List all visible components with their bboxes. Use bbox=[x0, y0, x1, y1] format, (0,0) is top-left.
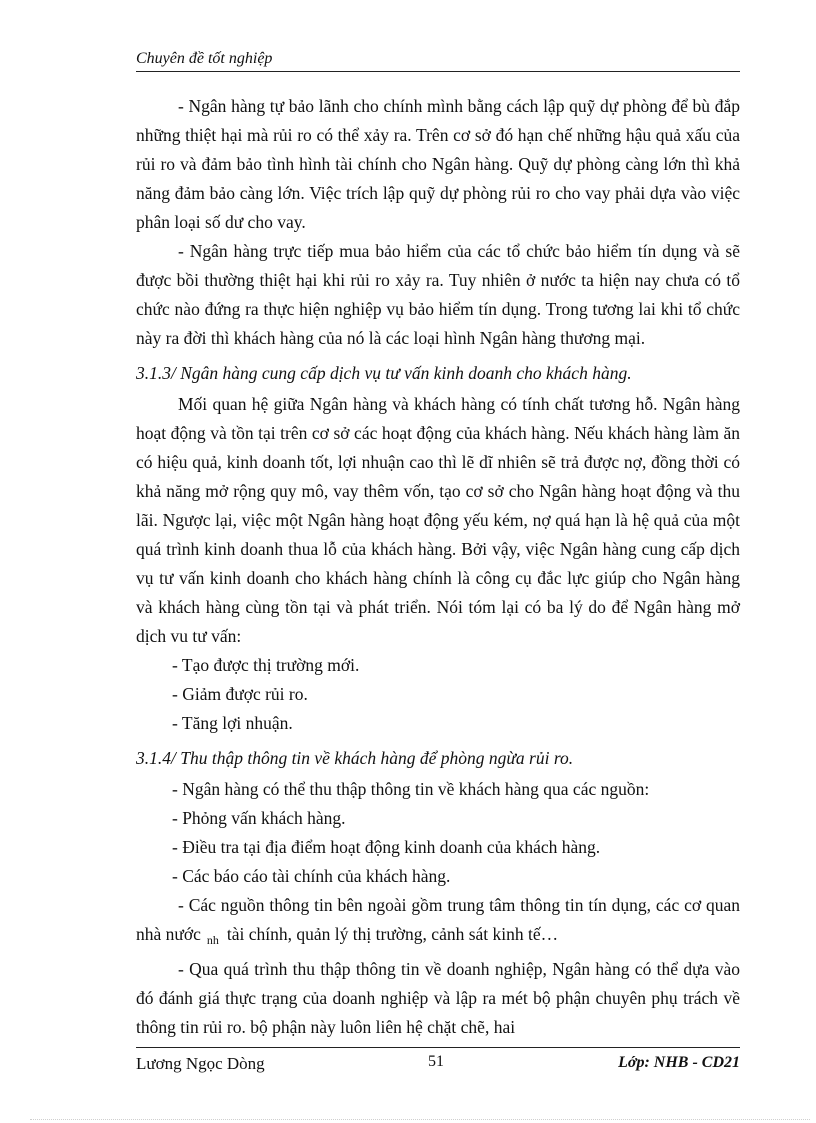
paragraph-credit-insurance: - Ngân hàng trực tiếp mua bảo hiểm của các tổ chức bảo hiểm tín dụng và sẽ được bồi thường thiệt hại khi rủi ro xảy ra. Tuy nhiên ở nước ta hiện nay chưa có tổ chức nào đứng ra thực hiện nghiệp vụ bảo hiểm tín dụng. Trong tương lai khi tổ chức này ra đời thì khách hàng của nó là các loại hình Ngân hàng thương mại. bbox=[136, 241, 740, 348]
page-footer bbox=[136, 1047, 740, 1076]
header-title: Chuyên đề tốt nghiệp bbox=[136, 50, 273, 67]
section-heading-3-1-4: 3.1.4/ Thu thập thông tin về khách hàng để phòng ngừa rủi ro. bbox=[136, 748, 574, 768]
list-item-site-survey: - Điều tra tại địa điểm hoạt động kinh doanh của khách hàng. bbox=[172, 837, 601, 857]
page-body bbox=[136, 92, 740, 1042]
footer-author: Lương Ngọc Dòng bbox=[136, 1054, 265, 1073]
list-item-new-market: - Tạo được thị trường mới. bbox=[172, 655, 360, 675]
list-item-interview: - Phỏng vấn khách hàng. bbox=[172, 808, 346, 828]
page-number: 51 bbox=[428, 1053, 444, 1070]
list-item-reduce-risk: - Giảm được rủi ro. bbox=[172, 684, 308, 704]
external-sources-text-a: - Các nguồn thông tin bên ngoài gồm trung tâm thông tin tín dụng, các cơ quan nhà nước bbox=[136, 895, 740, 944]
footer-class: Lớp: NHB - CD21 bbox=[618, 1054, 740, 1071]
list-item-info-sources: - Ngân hàng có thể thu thập thông tin về khách hàng qua các nguồn: bbox=[172, 779, 650, 799]
list-item-financial-reports: - Các báo cáo tài chính của khách hàng. bbox=[172, 866, 451, 886]
page-bottom-dotted-divider bbox=[30, 1119, 810, 1120]
paragraph-guarantee-fund: - Ngân hàng tự bảo lãnh cho chính mình bằng cách lập quỹ dự phòng để bù đắp những thiệt hại mà rủi ro có thể xảy ra. Trên cơ sở đó hạn chế những hậu quả xấu của rủi ro và đảm bảo tình hình tài chính cho Ngân hàng. Quỹ dự phòng càng lớn thì khả năng đảm bảo càng lớn. Việc trích lập quỹ dự phòng rủi ro cho vay phải dựa vào việc phân loại số dư cho vay. bbox=[136, 96, 740, 232]
page-header bbox=[136, 48, 740, 72]
paragraph-info-collection: - Qua quá trình thu thập thông tin về doanh nghiệp, Ngân hàng có thể dựa vào đó đánh giá thực trạng của doanh nghiệp và lập ra mét bộ phận chuyên phụ trách về thông tin rủi ro. bộ phận này luôn liên hệ chặt chẽ, hai bbox=[136, 959, 740, 1037]
paragraph-external-sources bbox=[136, 891, 740, 955]
list-item-increase-profit: - Tăng lợi nhuận. bbox=[172, 713, 293, 733]
stray-subscript-text: nh bbox=[206, 933, 219, 947]
paragraph-consulting-service: Mối quan hệ giữa Ngân hàng và khách hàng có tính chất tương hỗ. Ngân hàng hoạt động và tồn tại trên cơ sở các hoạt động của khách hàng. Nếu khách hàng làm ăn có hiệu quả, kinh doanh tốt, lợi nhuận cao thì lẽ dĩ nhiên sẽ trả được nợ, đồng thời có khả năng mở rộng quy mô, vay thêm vốn, tạo cơ sở cho Ngân hàng hoạt động và thu lãi. Ngược lại, việc một Ngân hàng hoạt động yếu kém, nợ quá hạn là hệ quả của một quá trình kinh doanh thua lỗ của khách hàng. Bởi vậy, việc Ngân hàng cung cấp dịch vụ tư vấn kinh doanh cho khách hàng chính là công cụ đắc lực giúp cho Ngân hàng và khách hàng cùng tồn tại và phát triển. Nói tóm lại có ba lý do để Ngân hàng mở dịch vu tư vấn: bbox=[136, 394, 740, 646]
section-heading-3-1-3: 3.1.3/ Ngân hàng cung cấp dịch vụ tư vấn kinh doanh cho khách hàng. bbox=[136, 363, 632, 383]
external-sources-text-b: tài chính, quản lý thị trường, cảnh sát kinh tế… bbox=[226, 924, 559, 944]
